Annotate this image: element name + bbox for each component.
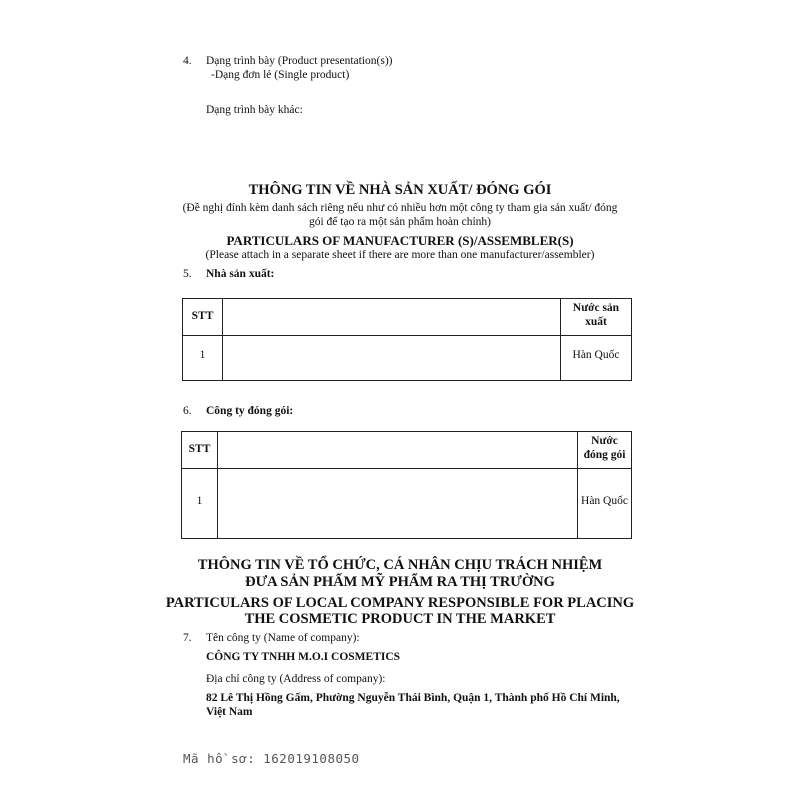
company-address-label: Địa chỉ công ty (Address of company): <box>206 673 386 685</box>
section6-number: 6. <box>183 405 192 417</box>
section4-number: 4. <box>183 55 192 67</box>
company-address-line2: Việt Nam <box>206 706 253 718</box>
packager-row-country: Hàn Quốc <box>581 495 628 507</box>
company-name-label: Tên công ty (Name of company): <box>206 632 360 644</box>
company-name-value: CÔNG TY TNHH M.O.I COSMETICS <box>206 651 401 663</box>
manufacturer-note-vi-2: gói để tạo ra một sản phẩm hoàn chỉnh) <box>308 216 492 228</box>
packager-col-country-2: đóng gói <box>583 449 626 461</box>
manufacturer-note-en: (Please attach in a separate sheet if there are more than one manufacturer/assembler) <box>205 249 595 261</box>
section5-label: Nhà sản xuất: <box>206 268 275 280</box>
local-title-vi-2: ĐƯA SẢN PHẨM MỸ PHẨM RA THỊ TRƯỜNG <box>245 574 555 590</box>
file-code: Mã hồ sơ: 162019108050 <box>183 751 360 766</box>
manufacturer-table <box>182 298 632 381</box>
local-title-en-2: THE COSMETIC PRODUCT IN THE MARKET <box>244 611 556 627</box>
local-title-vi-1: THÔNG TIN VỀ TỔ CHỨC, CÁ NHÂN CHỊU TRÁCH NHIỆM <box>197 557 603 573</box>
section4-single: -Dạng đơn lẻ (Single product) <box>211 69 350 81</box>
packager-table <box>181 431 632 539</box>
manufacturer-row-stt: 1 <box>199 349 206 361</box>
manufacturer-col-country-1: Nước sản <box>572 302 620 314</box>
local-title-en-1: PARTICULARS OF LOCAL COMPANY RESPONSIBLE FOR PLACING <box>165 595 635 611</box>
section6-label: Công ty đóng gói: <box>206 405 294 417</box>
packager-row-stt: 1 <box>196 495 203 507</box>
manufacturer-col-stt: STT <box>191 310 214 322</box>
section4-other: Dạng trình bày khác: <box>206 104 303 116</box>
manufacturer-title-vi: THÔNG TIN VỀ NHÀ SẢN XUẤT/ ĐÓNG GÓI <box>248 182 552 198</box>
section4-label: Dạng trình bày (Product presentation(s)) <box>206 55 393 67</box>
section7-number: 7. <box>183 632 192 644</box>
section5-number: 5. <box>183 268 192 280</box>
manufacturer-title-en: PARTICULARS OF MANUFACTURER (S)/ASSEMBLER(S) <box>226 233 574 248</box>
manufacturer-col-country-2: xuất <box>585 316 607 328</box>
manufacturer-row-country: Hàn Quốc <box>572 349 620 361</box>
packager-col-stt: STT <box>188 443 211 455</box>
packager-col-country-1: Nước <box>591 435 618 447</box>
company-address-line1: 82 Lê Thị Hồng Gấm, Phường Nguyễn Thái Bình, Quận 1, Thành phố Hồ Chí Minh, <box>206 692 620 704</box>
manufacturer-note-vi-1: (Đề nghị đính kèm danh sách riêng nếu như có nhiều hơn một công ty tham gia sản xuất/ đóng <box>182 202 618 214</box>
